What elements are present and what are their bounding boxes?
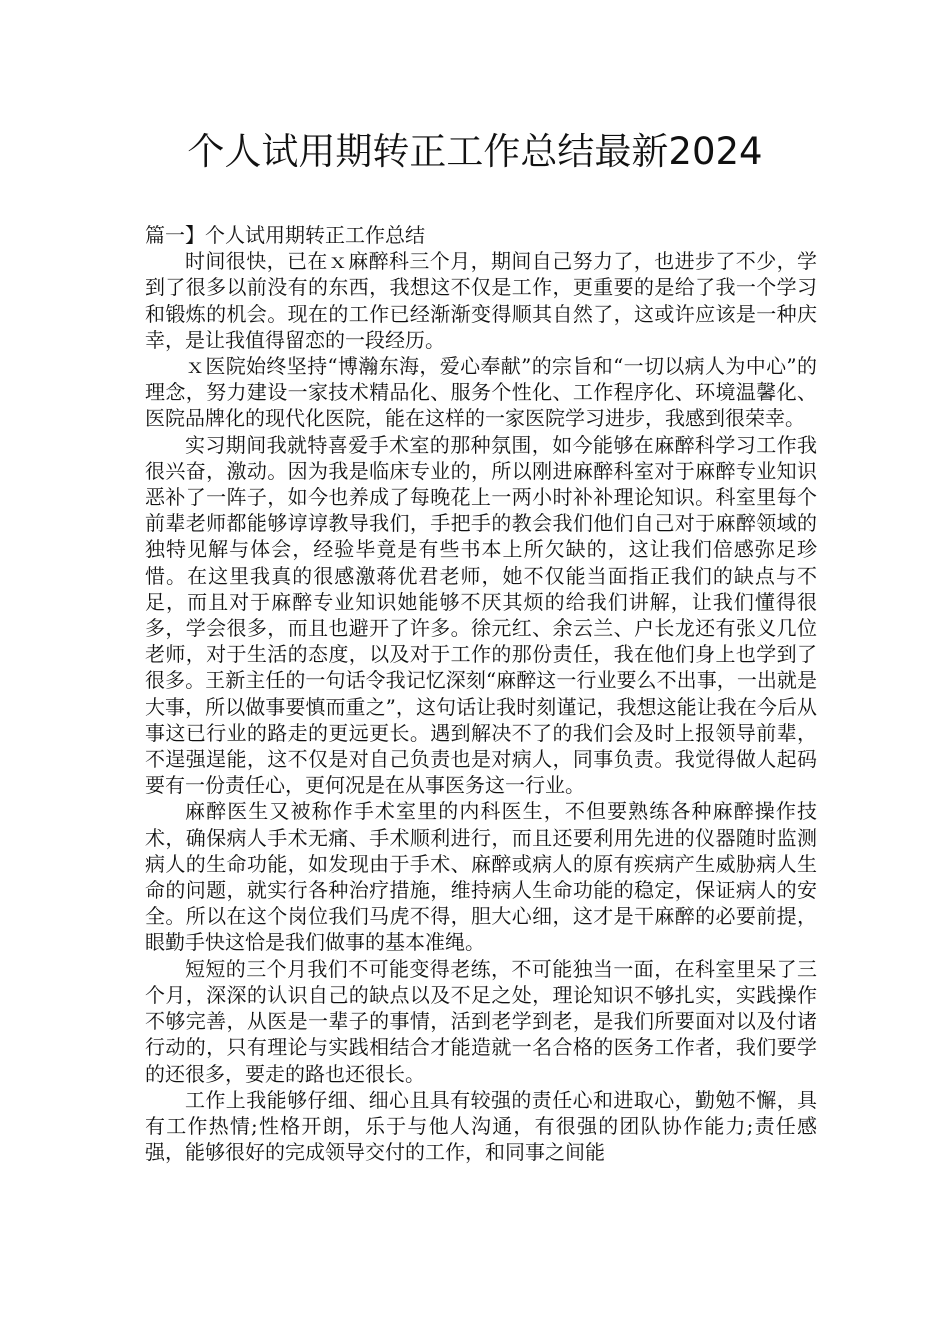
document-body	[145, 222, 817, 1165]
paragraph-4: 麻醉医生又被称作手术室里的内科医生，不但要熟练各种麻醉操作技术，确保病人手术无痛、手术顺利进行，而且还要利用先进的仪器随时监测病人的生命功能，如发现由于手术、麻醉或病人的原有疾病产生威胁病人生命的问题，就实行各种治疗措施，维持病人生命功能的稳定，保证病人的安全。所以在这个岗位我们马虎不得，胆大心细，这才是干麻醉的必要前提，眼勤手快这恰是我们做事的基本准绳。	[145, 799, 817, 955]
paragraph-1: 时间很快，已在ｘ麻醉科三个月，期间自己努力了，也进步了不少，学到了很多以前没有的东西，我想这不仅是工作，更重要的是给了我一个学习和锻炼的机会。现在的工作已经渐渐变得顺其自然了，这或许应该是一种庆幸，是让我值得留恋的一段经历。	[145, 249, 817, 352]
paragraph-2: ｘ医院始终坚持“博瀚东海，爱心奉献”的宗旨和“一切以病人为中心”的理念，努力建设一家技术精品化、服务个性化、工作程序化、环境温馨化、医院品牌化的现代化医院，能在这样的一家医院学习进步，我感到很荣幸。	[145, 354, 817, 431]
paragraph-5: 短短的三个月我们不可能变得老练，不可能独当一面，在科室里呆了三个月，深深的认识自己的缺点以及不足之处，理论知识不够扎实，实践操作不够完善，从医是一辈子的事情，活到老学到老，是我们所要面对以及付诸行动的，只有理论与实践相结合才能造就一名合格的医务工作者，我们要学的还很多，要走的路也还很长。	[145, 956, 817, 1086]
document-title: 个人试用期转正工作总结最新2024	[187, 130, 763, 173]
section-heading: 篇一】个人试用期转正工作总结	[145, 223, 425, 247]
paragraph-3: 实习期间我就特喜爱手术室的那种氛围，如今能够在麻醉科学习工作我很兴奋，激动。因为我是临床专业的，所以刚进麻醉科室对于麻醉专业知识恶补了一阵子，如今也养成了每晚花上一两小时补补理论知识。科室里每个前辈老师都能够谆谆教导我们，手把手的教会我们他们自己对于麻醉领域的独特见解与体会，经验毕竟是有些书本上所欠缺的，这让我们倍感弥足珍惜。在这里我真的很感激蒋优君老师，她不仅能当面指正我们的缺点与不足，而且对于麻醉专业知识她能够不厌其烦的给我们讲解，让我们懂得很多，学会很多，而且也避开了许多。徐元红、余云兰、户长龙还有张义几位老师，对于生活的态度，以及对于工作的那份责任，我在他们身上也学到了很多。王新主任的一句话令我记忆深刻“麻醉这一行业要么不出事，一出就是大事，所以做事要慎而重之”，这句话让我时刻谨记，我想这能让我在今后从事这已行业的路走的更远更长。遇到解决不了的我们会及时上报领导前辈，不逞强逞能，这不仅是对自己负责也是对病人，同事负责。我觉得做人起码要有一份责任心，更何况是在从事医务这一行业。	[145, 432, 817, 798]
paragraph-6: 工作上我能够仔细、细心且具有较强的责任心和进取心，勤勉不懈，具有工作热情;性格开朗，乐于与他人沟通，有很强的团队协作能力;责任感强，能够很好的完成领导交付的工作，和同事之间能	[145, 1087, 817, 1165]
